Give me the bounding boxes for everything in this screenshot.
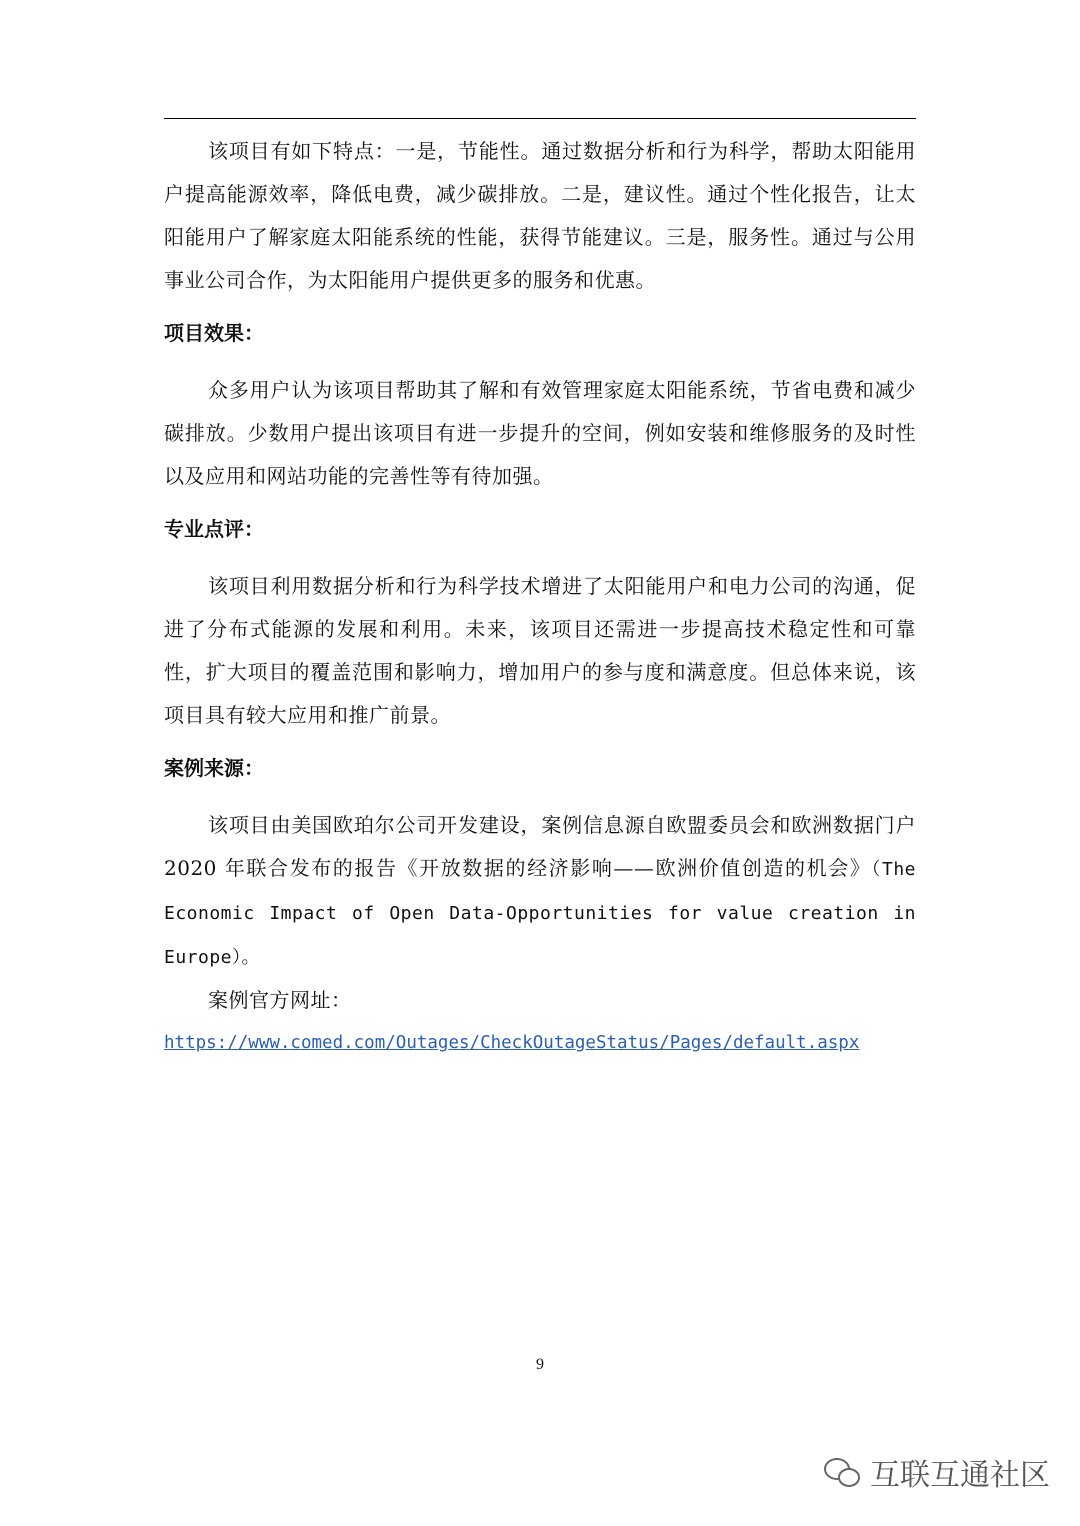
source-block (164, 804, 916, 1022)
features-paragraph: 该项目有如下特点：一是，节能性。通过数据分析和行为科学，帮助太阳能用户提高能源效率，降低电费，减少碳排放。二是，建议性。通过个性化报告，让太阳能用户了解家庭太阳能系统的性能，获得节能建议。三是，服务性。通过与公用事业公司合作，为太阳能用户提供更多的服务和优惠。 (164, 139, 916, 292)
watermark (824, 1452, 1050, 1492)
watermark-text: 互联互通社区 (870, 1458, 1050, 1493)
wechat-icon (824, 1456, 860, 1488)
page-number: 9 (536, 1356, 544, 1373)
document-body (164, 130, 916, 1065)
source-text-cn: 该项目由美国欧珀尔公司开发建设，案例信息源自欧盟委员会和欧洲数据门户 2020 年联合发布的报告《开放数据的经济影响——欧洲价值创造的机会》 (164, 813, 916, 880)
source-paragraph (164, 804, 916, 979)
source-heading: 案例来源： (164, 756, 264, 780)
website-label: 案例官方网址： (208, 988, 352, 1012)
effects-paragraph: 众多用户认为该项目帮助其了解和有效管理家庭太阳能系统，节省电费和减少碳排放。少数用户提出该项目有进一步提升的空间，例如安装和维修服务的及时性以及应用和网站功能的完善性等有待加强。 (164, 378, 916, 488)
header-rule (164, 118, 916, 119)
review-paragraph: 该项目利用数据分析和行为科学技术增进了太阳能用户和电力公司的沟通，促进了分布式能源的发展和利用。未来，该项目还需进一步提高技术稳定性和可靠性，扩大项目的覆盖范围和影响力，增加用户的参与度和满意度。但总体来说，该项目具有较大应用和推广前景。 (164, 574, 916, 727)
official-website-link[interactable]: https://www.comed.com/Outages/CheckOutageStatus/Pages/default.aspx (164, 1033, 860, 1053)
source-text-en: （The Economic Impact of Open Data-Opportunities for value creation in Europe）。 (164, 859, 916, 968)
effects-heading: 项目效果： (164, 321, 264, 345)
review-heading: 专业点评： (164, 517, 264, 541)
